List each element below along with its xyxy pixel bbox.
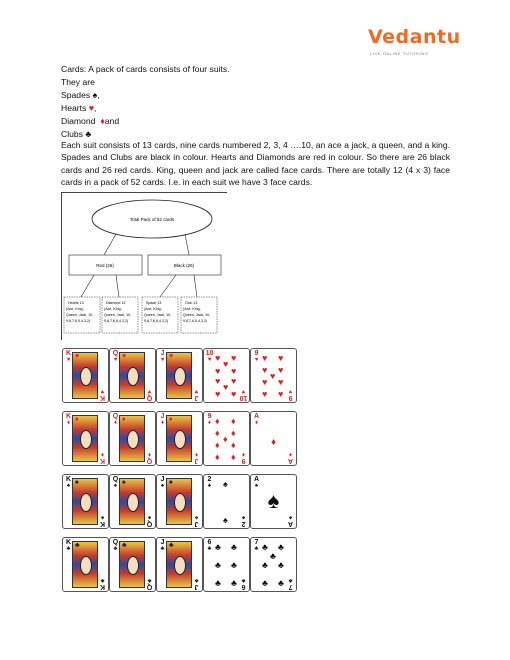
diamond-icon: ♦ [231, 452, 236, 462]
spades-label: Spades [61, 90, 91, 100]
intro-line-2: They are [61, 77, 95, 87]
card-rank: 6 [241, 583, 246, 590]
heart-icon: ♥ [231, 376, 237, 386]
club-icon: ♣ [254, 546, 259, 552]
diamond-icon: ♦ [194, 451, 199, 457]
card-rank: 7 [288, 583, 293, 590]
playing-card [109, 537, 156, 592]
heart-icon: ♥ [122, 353, 127, 360]
diamond-icon: ♦ [215, 416, 220, 426]
club-icon: ♣ [262, 560, 268, 570]
heart-icon: ♥ [278, 377, 284, 387]
card-rank: J [194, 520, 199, 527]
club-icon: ♣ [75, 542, 80, 549]
diamonds-node-line-3: Queen, Jack, 10, [104, 313, 132, 317]
spade-icon: ♠ [267, 488, 280, 513]
card-rank: A [253, 476, 260, 483]
diamond-icon: ♦ [270, 437, 277, 448]
playing-card [109, 411, 156, 466]
card-pips [260, 541, 288, 589]
card-rank: J [194, 394, 199, 401]
club-icon: ♣ [194, 577, 199, 583]
hearts-line [61, 103, 96, 114]
card-rank: K [99, 583, 106, 590]
card-rank: K [99, 457, 106, 464]
card-rank: J [160, 539, 165, 546]
diamond-icon: ♦ [231, 416, 236, 426]
diamond-icon: ♦ [288, 451, 293, 457]
heart-icon: ♥ [113, 357, 118, 363]
card-rank: K [99, 394, 106, 401]
spade-icon: ♠ [75, 479, 79, 486]
spade-icon: ♠ [169, 479, 173, 486]
card-corner-index [145, 513, 154, 527]
diamond-icon: ♦ [231, 428, 236, 438]
diamond-icon: ♦ [100, 116, 105, 126]
club-icon: ♣ [231, 578, 237, 588]
card-corner-index [252, 413, 261, 427]
clubs-label: Clubs [61, 129, 83, 139]
hearts-punct: , [94, 103, 97, 113]
spades-node-line-3: Queen, Jack, 10, [144, 313, 172, 317]
spade-icon: ♠ [241, 514, 246, 520]
heart-icon: ♥ [215, 366, 221, 376]
card-rank: K [99, 520, 106, 527]
spade-icon: ♠ [92, 90, 98, 100]
playing-card [156, 348, 203, 403]
heart-icon: ♥ [75, 353, 80, 360]
hearts-node-line-3: Queen, Jack, 10, [66, 313, 94, 317]
spade-icon: ♠ [223, 479, 228, 489]
club-icon: ♣ [278, 560, 284, 570]
diamond-icon: ♦ [215, 440, 220, 450]
playing-card [109, 348, 156, 403]
logo-wordmark: Vedantu [368, 26, 461, 48]
card-corner-index [145, 450, 154, 464]
playing-card [250, 348, 297, 403]
card-pips [213, 541, 241, 589]
diamonds-node-line-4: 9,8,7,6,5,4,3,2) [104, 319, 129, 323]
diamond-icon: ♦ [160, 420, 165, 426]
spade-icon: ♠ [100, 514, 105, 520]
spades-punct: , [97, 90, 100, 100]
card-rank: J [194, 583, 199, 590]
playing-card [62, 348, 109, 403]
card-rank: Q [146, 520, 153, 527]
playing-card [62, 474, 109, 529]
heart-icon: ♥ [262, 365, 268, 375]
card-rank: A [287, 457, 294, 464]
card-rank: K [65, 350, 72, 357]
diamond-icon: ♦ [113, 420, 118, 426]
heart-icon: ♥ [223, 359, 229, 369]
spade-icon: ♠ [122, 479, 126, 486]
heart-icon: ♥ [262, 377, 268, 387]
diamonds-node-line-1: Diamond 13 [106, 301, 126, 305]
spade-icon: ♠ [254, 483, 259, 489]
heart-icon: ♥ [169, 353, 174, 360]
card-corner-index [252, 476, 261, 490]
heart-icon: ♥ [160, 357, 165, 363]
card-corner-index [98, 450, 107, 464]
card-pips [213, 478, 241, 526]
spades-node-line-1: Spade 13 [146, 301, 162, 305]
card-rank: 10 [205, 350, 214, 357]
card-rank: 9 [241, 457, 246, 464]
playing-card [203, 474, 250, 529]
card-corner-index [98, 513, 107, 527]
heart-icon: ♥ [194, 388, 199, 394]
spade-icon: ♠ [113, 483, 118, 489]
heart-icon: ♥ [100, 388, 105, 394]
spades-node-line-2: (Ace, King, [144, 307, 162, 311]
playing-card [62, 537, 109, 592]
card-rank: Q [112, 539, 119, 546]
card-rank: A [253, 413, 260, 420]
club-icon: ♣ [215, 560, 221, 570]
club-icon: ♣ [207, 546, 212, 552]
diamond-icon: ♦ [231, 440, 236, 450]
heart-icon: ♥ [66, 357, 71, 363]
diamond-icon: ♦ [254, 420, 259, 426]
card-rank: 7 [254, 539, 259, 546]
suits-paragraph: Each suit consists of 13 cards, nine cards numbered 2, 3, 4 ….10, an ace a jack, a queen, and a king. Spades and Clubs are black in colour. Hearts and Diamonds are red in colour. So there are 26 black cards and 26 red cards. King, queen and jack are called face cards. There are totally 12 (4 x 3) face cards in a pack of 52 cards. I.e. in each suit we have 3 face cards. [61, 140, 450, 188]
diamond-icon: ♦ [215, 452, 220, 462]
club-icon: ♣ [231, 542, 237, 552]
card-rank: 9 [288, 394, 293, 401]
card-rank: Q [146, 457, 153, 464]
card-corner-index [192, 513, 201, 527]
heart-icon: ♥ [288, 388, 293, 394]
club-icon: ♣ [262, 578, 268, 588]
spade-icon: ♠ [147, 514, 152, 520]
card-corner-index [192, 450, 201, 464]
card-rank: A [287, 520, 294, 527]
card-rank: K [65, 413, 72, 420]
card-rank: J [160, 476, 165, 483]
club-icon: ♣ [241, 577, 246, 583]
card-rank: 10 [239, 394, 248, 401]
heart-icon: ♥ [223, 382, 229, 392]
club-icon: ♣ [270, 551, 276, 561]
diamond-icon: ♦ [207, 420, 212, 426]
heart-icon: ♥ [207, 357, 212, 363]
spade-icon: ♠ [223, 515, 228, 525]
card-rank: K [65, 539, 72, 546]
black-label: Black (26) [173, 263, 195, 268]
diamond-icon: ♦ [169, 416, 173, 423]
heart-icon: ♥ [262, 353, 268, 363]
spades-line [61, 90, 100, 101]
diamond-icon: ♦ [122, 416, 126, 423]
card-rank: 2 [241, 520, 246, 527]
card-rank: Q [112, 350, 119, 357]
heart-icon: ♥ [262, 389, 268, 399]
heart-icon: ♥ [270, 371, 276, 381]
heart-icon: ♥ [215, 353, 221, 363]
card-corner-index [98, 576, 107, 590]
diamond-punct: and [104, 116, 120, 126]
playing-card [250, 411, 297, 466]
club-icon: ♣ [85, 129, 92, 139]
intro-line-1: Cards: A pack of cards consists of four suits. [61, 64, 230, 74]
red-label: Red (26) [96, 263, 114, 268]
card-rank: J [160, 413, 165, 420]
playing-card [203, 411, 250, 466]
diamond-icon: ♦ [147, 451, 152, 457]
heart-icon: ♥ [231, 353, 237, 363]
heart-icon: ♥ [147, 388, 152, 394]
club-icon: ♣ [215, 542, 221, 552]
club-icon: ♣ [231, 560, 237, 570]
heart-icon: ♥ [215, 389, 221, 399]
card-pips [260, 352, 288, 400]
card-corner-index [145, 576, 154, 590]
spade-icon: ♠ [288, 514, 293, 520]
playing-card [250, 537, 297, 592]
playing-card [156, 537, 203, 592]
diamond-icon: ♦ [223, 434, 228, 444]
heart-icon: ♥ [278, 365, 284, 375]
root-label: Total Pack of 52 cards [129, 217, 175, 222]
spade-icon: ♠ [207, 483, 212, 489]
club-icon: ♣ [66, 546, 71, 552]
card-tree-diagram [61, 192, 227, 340]
heart-icon: ♥ [278, 353, 284, 363]
heart-icon: ♥ [278, 389, 284, 399]
hearts-label: Hearts [61, 103, 87, 113]
diamond-icon: ♦ [100, 451, 105, 457]
diamond-line [61, 116, 119, 127]
playing-card [109, 474, 156, 529]
diamond-icon: ♦ [215, 428, 220, 438]
card-corner-index [286, 513, 295, 527]
clubs-node-line-4: 9,8,7,6,5,4,3,2) [183, 319, 208, 323]
clubs-node-line-3: Queen, Jack, 10, [183, 313, 211, 317]
card-rank: Q [146, 394, 153, 401]
diamond-icon: ♦ [66, 420, 71, 426]
card-corner-index [192, 576, 201, 590]
card-rank: 2 [207, 476, 212, 483]
card-rank: 9 [207, 413, 212, 420]
playing-card [203, 537, 250, 592]
club-icon: ♣ [147, 577, 152, 583]
club-icon: ♣ [262, 542, 268, 552]
club-icon: ♣ [100, 577, 105, 583]
card-rank: K [65, 476, 72, 483]
club-icon: ♣ [169, 542, 174, 549]
playing-card [250, 474, 297, 529]
heart-icon: ♥ [215, 376, 221, 386]
card-corner-index [192, 387, 201, 401]
card-corner-index [145, 387, 154, 401]
hearts-node-line-4: 9,8,7,6,5,4,3,2) [66, 319, 91, 323]
hearts-node-line-1: Hearts 13 [68, 301, 84, 305]
heart-icon: ♥ [231, 389, 237, 399]
logo-tagline: LIVE ONLINE TUTORING [370, 51, 429, 56]
card-pips [213, 352, 241, 400]
card-rank: 6 [207, 539, 212, 546]
diamond-label: Diamond [61, 116, 96, 126]
playing-card [156, 411, 203, 466]
club-icon: ♣ [160, 546, 165, 552]
card-rank: Q [112, 413, 119, 420]
heart-icon: ♥ [231, 366, 237, 376]
clubs-node-line-2: (Ace, King, [183, 307, 201, 311]
playing-card [203, 348, 250, 403]
vedantu-logo [368, 26, 468, 66]
club-icon: ♣ [113, 546, 118, 552]
heart-icon: ♥ [254, 357, 259, 363]
spade-icon: ♠ [194, 514, 199, 520]
card-corner-index [98, 387, 107, 401]
clubs-node-line-1: Club 13 [185, 301, 198, 305]
club-icon: ♣ [122, 542, 127, 549]
card-pips [213, 415, 241, 463]
card-rank: 9 [254, 350, 259, 357]
card-grid [62, 348, 296, 595]
club-icon: ♣ [278, 578, 284, 588]
heart-icon: ♥ [241, 388, 246, 394]
spade-icon: ♠ [160, 483, 165, 489]
card-rank: Q [112, 476, 119, 483]
diamonds-node-line-2: (Ace, King, [104, 307, 122, 311]
club-icon: ♣ [288, 577, 293, 583]
card-rank: J [160, 350, 165, 357]
card-rank: J [194, 457, 199, 464]
diamond-icon: ♦ [75, 416, 79, 423]
club-icon: ♣ [278, 542, 284, 552]
heart-icon: ♥ [88, 103, 95, 113]
playing-card [62, 411, 109, 466]
diamond-icon: ♦ [241, 451, 246, 457]
hearts-node-line-2: (Ace, King, [66, 307, 84, 311]
card-rank: Q [146, 583, 153, 590]
spade-icon: ♠ [66, 483, 71, 489]
club-icon: ♣ [215, 578, 221, 588]
spades-node-line-4: 9,8,7,6,5,4,3,2) [144, 319, 169, 323]
playing-card [156, 474, 203, 529]
